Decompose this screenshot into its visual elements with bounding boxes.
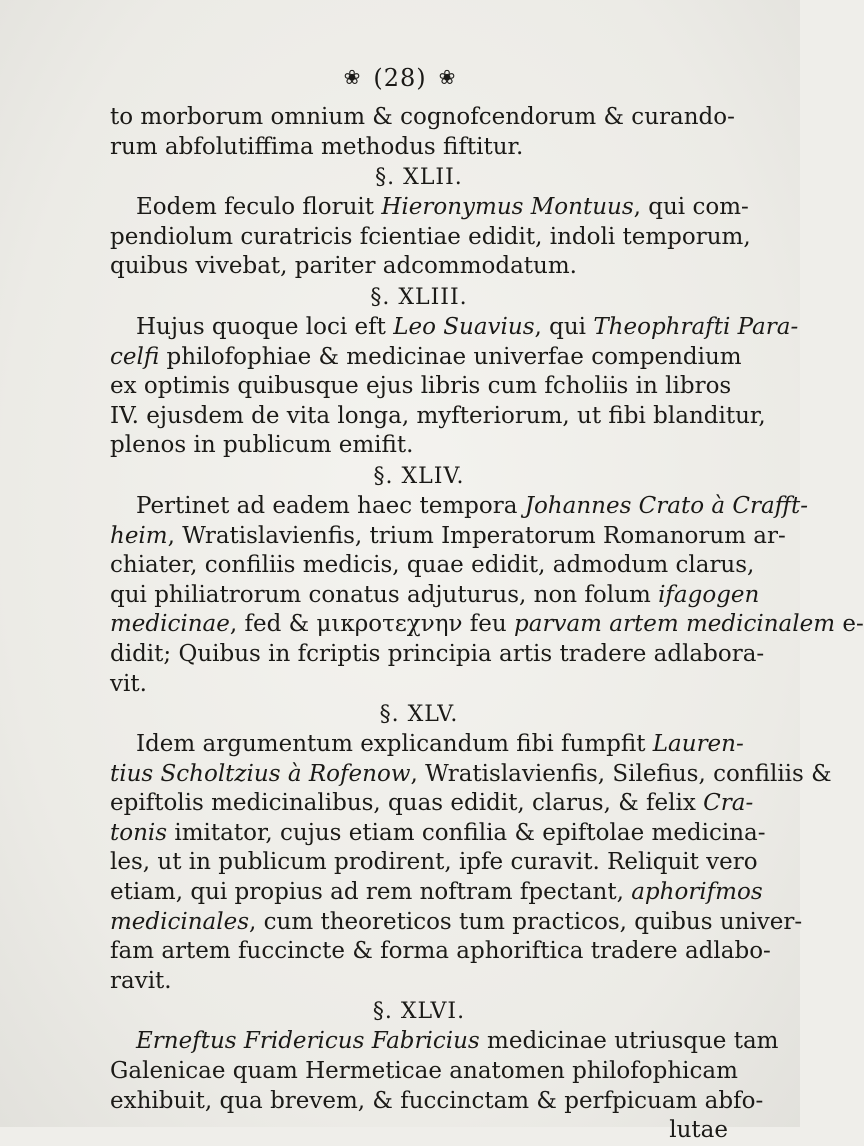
text-run: to morborum omnium & cognofcendorum & curando- — [110, 104, 735, 130]
text-run: , Wratislavienfis, Silefius, confiliis & — [410, 760, 832, 787]
text-run: Idem argumentum explicandum fibi fumpfit — [136, 731, 653, 758]
text-line — [110, 730, 744, 760]
text-run: Pertinet ad eadem haec tempora — [136, 492, 525, 519]
text-run: e- — [835, 611, 864, 638]
text-run: etiam, qui propius ad rem noftram fpectant, — [110, 879, 632, 906]
text-line — [110, 522, 786, 552]
text-line — [110, 967, 728, 997]
text-run: qui philiatrorum conatus adjuturus, non folum — [110, 581, 659, 608]
text-line — [110, 1087, 764, 1117]
text-line — [110, 1116, 728, 1146]
ornament-right-icon: ❀ — [438, 65, 457, 89]
italic-run: medicinae — [110, 611, 230, 638]
section-heading: §. XLIII. — [370, 284, 468, 310]
text-line — [110, 789, 754, 819]
text-run: philofophiae & medicinae univerfae compendium — [159, 343, 742, 370]
text-run: plenos in publicum emifit. — [110, 432, 414, 459]
text-line — [110, 223, 751, 253]
text-run: Galenicae quam Hermeticae anatomen philofophicam — [110, 1058, 738, 1085]
text-line — [110, 670, 728, 700]
italic-run: tius Scholtzius à Rofenow — [110, 760, 411, 787]
text-line — [110, 848, 758, 878]
text-run: ex optimis quibusque ejus libris cum fcholiis in libros — [110, 373, 732, 400]
italic-run: medicinales — [110, 908, 250, 935]
italic-run: parvam artem medicinalem — [514, 611, 836, 638]
text-line — [110, 193, 749, 223]
text-run: Hujus quoque loci eft — [136, 313, 394, 340]
section-heading: §. XLIV. — [373, 463, 465, 489]
text-run: IV. ejusdem de vita longa, myfteriorum, ut fibi blanditur, — [110, 402, 766, 429]
italic-run: tonis — [110, 819, 168, 846]
italic-run: Lauren- — [652, 731, 744, 758]
text-run: imitator, cujus etiam confilia & epiftolae medicina- — [167, 819, 766, 846]
text-run: exhibuit, qua brevem, & fuccinctam & perfpicuam abfo- — [110, 1087, 764, 1114]
text-line — [110, 551, 755, 581]
text-line — [110, 313, 799, 343]
paragraph — [110, 193, 751, 282]
text-line — [110, 610, 864, 640]
text-line — [110, 133, 728, 163]
text-run: didit; Quibus in fcriptis principia artis tradere adlabora- — [110, 640, 765, 667]
section-heading: §. XLII. — [375, 165, 463, 191]
italic-run: Erneftus Fridericus Fabricius — [136, 1028, 480, 1055]
text-run: ravit. — [110, 967, 172, 994]
text-line — [110, 343, 742, 373]
text-run: epiftolis medicinalibus, quas edidit, clarus, & felix — [110, 790, 704, 817]
text-line — [110, 640, 765, 670]
italic-run: Theophrafti Para- — [593, 313, 799, 340]
text-run: , Wratislavienfis, trium Imperatorum Romanorum ar- — [167, 522, 786, 549]
text-line — [110, 372, 732, 402]
section-heading: §. XLV. — [379, 702, 459, 728]
italic-run: Cra- — [703, 790, 754, 817]
text-line — [110, 878, 763, 908]
text-line — [110, 760, 832, 790]
italic-run: aphorifmos — [631, 879, 763, 906]
italic-run: Johannes Crato à Crafft- — [524, 492, 809, 519]
italic-run: celfi — [110, 343, 160, 370]
text-line — [110, 252, 728, 282]
paragraph — [110, 313, 799, 461]
paragraph — [110, 1027, 779, 1145]
body-text — [110, 103, 864, 1146]
text-run: , qui — [534, 313, 594, 340]
text-run: , cum theoreticos tum practicos, quibus univer- — [249, 908, 803, 935]
paragraph — [110, 103, 735, 162]
text-run: lutae — [669, 1117, 728, 1144]
text-line — [110, 431, 728, 461]
text-run: , fed & μικροτεχνην feu — [229, 611, 515, 638]
text-line — [110, 937, 771, 967]
text-run: Eodem feculo floruit — [136, 194, 382, 221]
page-header — [0, 64, 800, 92]
text-line — [110, 581, 760, 611]
text-run: medicinae utriusque tam — [479, 1028, 779, 1055]
text-line — [110, 402, 766, 432]
italic-run: Hieronymus Montuus — [381, 194, 634, 221]
text-line — [110, 1027, 779, 1057]
text-line — [110, 103, 735, 133]
ornament-left-icon: ❀ — [343, 65, 362, 89]
text-line — [110, 492, 809, 522]
text-line — [110, 1057, 738, 1087]
text-run: , qui com- — [633, 194, 749, 221]
text-run: fam artem fuccincte & forma aphoriftica tradere adlabo- — [110, 938, 771, 965]
paragraph — [110, 730, 832, 996]
text-run: les, ut in publicum prodirent, ipfe curavit. Reliquit vero — [110, 849, 758, 876]
paragraph — [110, 492, 864, 699]
italic-run: ifagogen — [658, 581, 760, 608]
text-run: vit. — [110, 670, 147, 697]
italic-run: heim — [110, 522, 168, 549]
italic-run: Leo Suavius — [393, 313, 535, 340]
section-heading: §. XLVI. — [372, 999, 466, 1025]
text-line — [110, 819, 766, 849]
text-line — [110, 908, 803, 938]
text-run: quibus vivebat, pariter adcommodatum. — [110, 253, 577, 280]
text-run: pendiolum curatricis fcientiae edidit, indoli temporum, — [110, 223, 751, 250]
text-run: rum abfolutiffima methodus fiftitur. — [110, 133, 524, 160]
text-run: chiater, confiliis medicis, quae edidit, admodum clarus, — [110, 552, 755, 579]
page-number: (28) — [373, 64, 427, 92]
